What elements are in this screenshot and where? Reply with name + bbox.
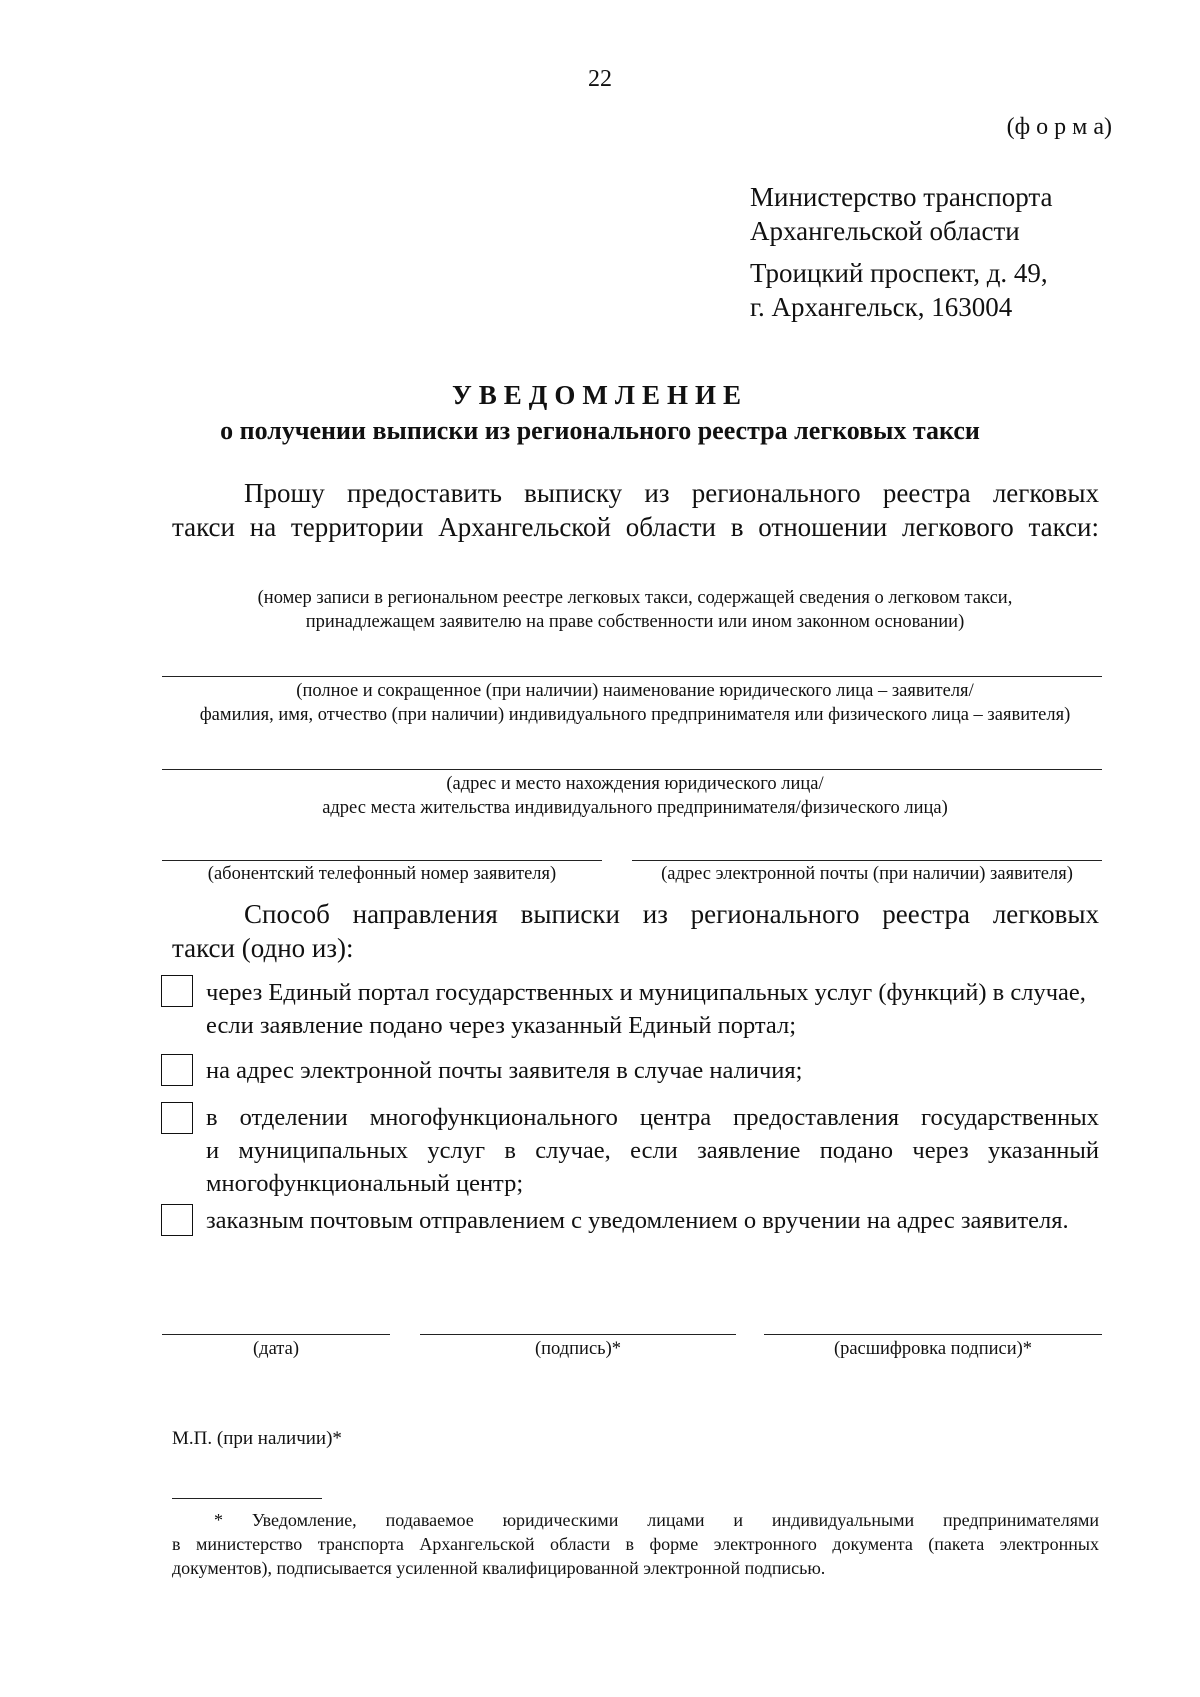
option-mfc-text: [206, 1101, 1099, 1200]
caption-line: принадлежащем заявителю на праве собственности или ином законном основании): [305, 612, 965, 632]
signature-decode-caption: (расшифровка подписи)*: [833, 1339, 1033, 1359]
recipient-line: Архангельской области: [750, 216, 1020, 246]
date-caption: (дата): [253, 1339, 299, 1359]
option-line: и муниципальных услуг в случае, если заявление подано через указанный: [206, 1137, 1099, 1164]
signature-decode-field[interactable]: [764, 1334, 1102, 1335]
option-email-text: [206, 1054, 1099, 1087]
request-line: такси на территории Архангельской области в отношении легкового такси:: [172, 512, 1099, 542]
applicant-name-caption: [160, 679, 1110, 727]
recipient-block: [750, 180, 1052, 324]
request-paragraph: [172, 476, 1099, 544]
request-line: Прошу предоставить выписку из регионального реестра легковых: [244, 478, 1099, 508]
email-field[interactable]: [632, 860, 1102, 861]
option-mfc-checkbox[interactable]: [161, 1102, 193, 1134]
phone-caption: (абонентский телефонный номер заявителя): [207, 864, 557, 884]
option-portal-checkbox[interactable]: [161, 975, 193, 1007]
option-line: на адрес электронной почты заявителя в случае наличия;: [206, 1057, 803, 1084]
method-line: Способ направления выписки из регионального реестра легковых: [244, 899, 1099, 929]
document-title: УВЕДОМЛЕНИЕ: [451, 380, 749, 410]
option-line: многофункциональный центр;: [206, 1170, 524, 1197]
option-mail-text: [206, 1204, 1099, 1237]
option-line: заказным почтовым отправлением с уведомлением о вручении на адрес заявителя.: [206, 1207, 1069, 1234]
date-field[interactable]: [162, 1334, 390, 1335]
recipient-line: г. Архангельск, 163004: [750, 292, 1013, 322]
option-line: в отделении многофункционального центра предоставления государственных: [206, 1104, 1099, 1131]
option-mail-checkbox[interactable]: [161, 1204, 193, 1236]
signature-field[interactable]: [420, 1334, 736, 1335]
applicant-name-field[interactable]: [162, 676, 1102, 677]
email-caption: (адрес электронной почты (при наличии) заявителя): [661, 864, 1073, 884]
footnote-line: документов), подписывается усиленной квалифицированной электронной подписью.: [172, 1558, 826, 1578]
page-number: 22: [588, 66, 612, 92]
document-subtitle: о получении выписки из регионального реестра легковых такси: [220, 416, 980, 445]
caption-line: адрес места жительства индивидуального предпринимателя/физического лица): [322, 798, 948, 818]
option-line: если заявление подано через указанный Единый портал;: [206, 1012, 797, 1039]
caption-line: (адрес и место нахождения юридического лица/: [446, 774, 824, 794]
caption-line: (полное и сокращенное (при наличии) наименование юридического лица – заявителя/: [296, 681, 974, 701]
footnote-line: * Уведомление, подаваемое юридическими лицами и индивидуальными предпринимателями: [214, 1510, 1099, 1530]
recipient-line: Министерство транспорта: [750, 182, 1053, 212]
applicant-address-field[interactable]: [162, 769, 1102, 770]
recipient-line: Троицкий проспект, д. 49,: [750, 258, 1048, 288]
form-label: (ф о р м а): [1006, 114, 1112, 140]
option-email-checkbox[interactable]: [161, 1054, 193, 1086]
applicant-address-caption: [160, 772, 1110, 820]
stamp-label: М.П. (при наличии)*: [172, 1428, 342, 1449]
method-paragraph: [172, 897, 1099, 965]
caption-line: фамилия, имя, отчество (при наличии) индивидуального предпринимателя или физического лица – заявителя): [199, 705, 1071, 725]
option-line: через Единый портал государственных и муниципальных услуг (функций) в случае,: [206, 979, 1086, 1006]
method-line: такси (одно из):: [172, 933, 354, 963]
record-number-caption: [160, 586, 1110, 634]
footnote-separator: [172, 1498, 322, 1499]
caption-line: (номер записи в региональном реестре легковых такси, содержащей сведения о легковом такси,: [257, 588, 1013, 608]
footnote: [172, 1508, 1099, 1580]
option-portal-text: [206, 976, 1099, 1042]
signature-caption: (подпись)*: [534, 1339, 622, 1359]
phone-field[interactable]: [162, 860, 602, 861]
footnote-line: в министерство транспорта Архангельской области в форме электронного документа (пакета электронных: [172, 1534, 1099, 1554]
